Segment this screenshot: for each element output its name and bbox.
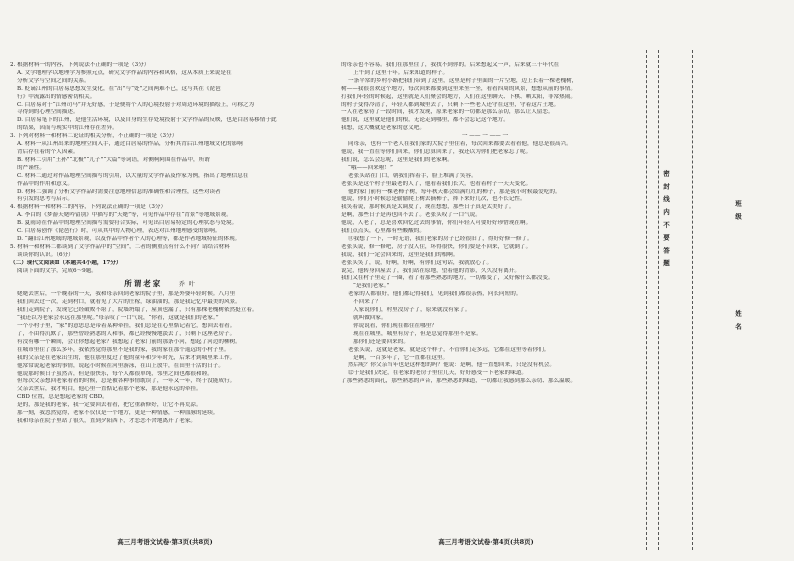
- essay-line: “我还以为老家会永远在那里呢。”母亲叹了一口气说，“你看，这就是我们的老家。”: [17, 315, 219, 322]
- left-question-block: [10, 62, 310, 275]
- question-line: 2. 根据材料一的内容，下列说法不正确的一项是（3分）: [10, 62, 150, 68]
- essay-line: 说完，他转身回屋去了，我们站在原地，望着他的背影，久久没有离开。: [341, 267, 521, 274]
- essay-line: “哦——回来啦！”: [348, 164, 393, 171]
- essay-line: ⑫于是我们决定，在老家的老房子里住几天，好好感受一下老家的味道。: [348, 370, 528, 377]
- seal-line-notice: 密 封 线 内 不 要 答 题: [662, 170, 670, 268]
- left-page: [10, 62, 310, 550]
- essay-line: 那你们还是要回来的。: [353, 338, 409, 345]
- essay-line: 他们说，这里就是他们的根，无论走到哪里，都不会忘记这个地方。: [341, 117, 509, 124]
- class-label: 班 级: [734, 200, 742, 222]
- essay-line: 然后呢？你父亲当年也是这样想的吗？他说：是啊，他一直想回来，只是没有机会。: [348, 362, 555, 369]
- essay-body: [10, 291, 310, 425]
- essay-line: 老张头说，这就是老家，就是这个样子，不管你们走多远，它都在这里等着你们。: [348, 346, 550, 353]
- essay-line: 我们点点头，心里都有些酸酸的。: [341, 228, 425, 235]
- essay-line: 我想，这大概就是老家的意义吧。: [341, 125, 425, 132]
- essay-line: 我们又在村子里走了一圈，看了看那些熟悉的地方，一切都变了，又好像什么都没变。: [341, 275, 554, 282]
- essay-line: 我说，我们一定会回来的，这里是我们的根啊。: [341, 251, 459, 258]
- seal-line-1: [646, 50, 647, 550]
- right-page-footer: 高三月考语文试卷·第4页(共8页): [438, 538, 534, 546]
- question-line: 寻得到的心理空间描述。: [17, 109, 79, 116]
- question-line: 谈谈你的认识。（6分）: [17, 251, 74, 258]
- question-line: 背后存在着的个人因素。: [17, 148, 79, 155]
- question-line: D. 白居易笔下的江州，是他生活环境，以及自身的生存处境投射于文学作品的反映，也是白居易移情于此: [17, 117, 277, 124]
- essay-line: 那一刻，我忽然觉得，老家不仅仅是一个地方，更是一种情感，一种血脉的延续。: [17, 410, 219, 417]
- essay-line: 他说，我一直在等你们回来，你们总算回来了，我还以为你们把老家忘了呢。: [341, 148, 532, 155]
- essay-line: 我和母亲在院子里站了很久，直到夕阳西下，才恋恋不舍地离开了老家。: [17, 417, 197, 424]
- essay-title-row: [10, 278, 310, 291]
- essay-line: 他说，人老了，总是喜欢回忆过去的事情，你们年轻人可要好好珍惜现在啊。: [341, 220, 532, 227]
- essay-line: 老张头说，修一修吧，房子没人住，坏得很快，你们要是不回来，它就倒了。: [341, 243, 532, 250]
- essay-line: 的村子变得冷清了，年轻人都到城里去了，只剩下一些老人还守在这里，守着这片土地。: [341, 101, 560, 108]
- essay-line: 有没有哪一个瞬间，会让你想起老家？我想起了老家门前的那条小河，想起了河边的柳树。: [17, 338, 241, 345]
- question-line: 行》中流露出的情感密切相关。: [17, 93, 96, 100]
- question-line: 阅读下面的文字，完成6～9题。: [17, 267, 97, 274]
- seal-line-3: [692, 50, 693, 550]
- essay-line: 一 —— 一 —— 一: [461, 133, 509, 140]
- essay-line: 是啊，一百多年了，它一直都在这里。: [353, 354, 449, 361]
- question-line: A. 文学地理学以地理学为参照元点，研究文学作品的内容和风格，这从本质上来说是在: [17, 69, 232, 76]
- seal-line-2: [658, 50, 659, 550]
- essay-line: 我们回去过一次，走到村口，就看见了大片的庄稼，绿油油的，那是我记忆中最美的风景。: [17, 299, 241, 306]
- question-line: 分析文学与空间之间的关系。: [17, 77, 90, 84]
- left-page-footer: 高三月考语文试卷·第3页(共8页): [117, 538, 213, 546]
- essay-line: 他的家门前有一棵老柿子树，每年秋天都会结满红红的柿子，那是我小时候最爱吃的。: [348, 188, 561, 195]
- essay-line: 一个小村子里，“家”的意思总是带着某种牵挂，我们总是在心里惦记着它，想回去看看。: [17, 323, 236, 330]
- essay-line: 他说，你们小时候总是偷偷爬上树去摘柿子，摔下来好几次，也不长记性。: [341, 196, 526, 203]
- essay-line: 老张头站在门口，朝我们挥着手，脸上堆满了笑容。: [348, 172, 477, 179]
- question-line: 作品中的作用和意义。: [17, 180, 73, 187]
- essay-line: 了，不由得沉默了，那些曾经熟悉的人和事，都已经慢慢地淡去了，只剩下这座老房子。: [17, 331, 236, 337]
- essay-line: 一条平常的乡村小路把我们带到了这里，这里是村子里面的一片空地，边上长着一棵老槐树，: [348, 77, 578, 84]
- essay-line: CBD 位置，总是想起老家的 CBD。: [17, 394, 108, 401]
- question-line: A. 李白的《梦游天姥吟留别》中描写的“天姥”等，可见作品中存在“背景”等地域景观。: [17, 212, 232, 219]
- question-line: B. 材料二引用“王孙”“北极”“儿子”“大篇”等词语，对侧柯阿围在作品中，所谓: [17, 156, 210, 163]
- essay-line: 我们走到院子，发现它已经破败不堪了，院墙坍塌了，屋顶也漏了，只有那棵老槐树依然挺立着。: [17, 307, 258, 314]
- essay-line: 老张头笑了，说，好啊，好啊，有你们这句话，我就放心了。: [341, 259, 493, 266]
- essay-line: 他常常说起老家的事情，说起小时候在河里游泳，在山上放牛，在田里干活的日子。: [17, 362, 224, 369]
- question-line: 3. 下列对材料一和材料二论证的相关分析，不正确的一项是（3分）: [10, 133, 178, 140]
- question-line: 的结果，因而与现实中的江州存在差异。: [17, 125, 118, 132]
- question-line: B. 贬谪江州的白居易思想发生变化，在“出”与“处”之间两难不已，这与其在《琵琶: [17, 85, 221, 92]
- essay-line: 我笑着说，那时候真是太调皮了，现在想想，那些日子真是太美好了。: [341, 204, 515, 211]
- essay-line: 是啊，那些日子是再也回不去了。老张头叹了一口气说。: [341, 212, 481, 219]
- essay-line: 一人在老家待了一段时间，我才发现，原来老家的一切都是那么亲切，那么让人留恋。: [341, 109, 554, 116]
- essay-line: 就叫做回家。: [353, 315, 387, 321]
- essay-line: 树——我很喜欢这个地方，每次回来都要到这里来坐一坐，看看四周的风景，想想从前的事情。: [341, 85, 576, 92]
- essay-line: 老张头是这个村子里最老的人了，他看着我们长大，也看着村子一天天变化。: [341, 180, 532, 187]
- essay-line: 的母亲也不容易。我们在那里住了，我找不到你的。后来想起又一声，后来就三十年代在: [341, 62, 560, 68]
- essay-line: ⑪我想了一下，一时无语，我们老家的房子已经很旧了，得好好修一修了。: [348, 235, 533, 242]
- essay-line: “是我们老家。”: [353, 283, 390, 290]
- essay-line: 我的父亲是在老家出生的，他在那里度过了他的童年和少年时光，后来才到城里来工作。: [17, 354, 236, 361]
- essay-line: 你说说看，你们现在都住在哪里？: [353, 322, 437, 329]
- question-line: D. 材料二强调了分析文学作品时需要注意地理信息的准确性和合理性，这些对读者: [17, 188, 221, 195]
- question-line: 4. 根据材料一和材料二的内容，下列说法正确的一项是（3分）: [10, 204, 167, 211]
- essay-line: 上午到了这里十年。后来知道的样子。: [353, 69, 449, 76]
- essay-line: 了那些熟悉的面孔，那些熟悉的声音，那些熟悉的味道，一切都让我感到那么亲切、那么温暖。: [341, 378, 576, 385]
- essay-line: 现在在城里，城里有房子，但是总觉得那里不是家。: [353, 330, 482, 337]
- question-line: 5. 材料一和材料二都谈到了文学作品中的“空间”，二者的侧重点有什么不同？请结合材料: [10, 243, 230, 250]
- question-line: C. 白居易创作《琵琶行》时，可从其中的人物心理，表达对江州地理感受的影响。: [17, 228, 221, 235]
- question-line: B. 夏雨诗在作品中的地理空间描写需要符合实际，可见出白居易特定的心理状态与处境。: [17, 220, 238, 227]
- essay-title: 所谓老家: [124, 279, 163, 289]
- essay-line: 我们说，怎么会忘呢，这里是我们的老家啊。: [341, 156, 453, 163]
- question-line: C. 白居易对于“江州司马”并无好感，于是便将个人的心境投射于对周边环境的描绘上，可称之为: [17, 101, 255, 108]
- question-line: A. 材料一从江州出来的地理空间入手，通过白居易的作品，分析其背后江州地域文化的影响: [17, 141, 243, 148]
- right-essay-body: [341, 62, 629, 386]
- essay-line: 同母亲，也有一个老人在我们家的大院子里住着，每次回来都要去看看他，他总是很高兴。: [348, 141, 572, 148]
- essay-line: 是的，那是我的老家，我一定要回去看看，把它重新修好，让它不再荒凉。: [17, 402, 202, 409]
- essay-line: 但每次父亲想回老家看看的时候，总是被各种事情耽误了，一年又一年，终于没能成行。: [17, 378, 236, 385]
- essay-author: 乔 叶: [178, 281, 196, 289]
- question-line: C. 材料二通过对作品地理空间描写的引用，以大量的文学作品及作家为例，指出了地理信息在: [17, 172, 249, 179]
- essay-line: 老家的人都很好，他们都记得我们，见到我们都很亲热，问长问短的。: [348, 291, 522, 298]
- essay-line: 打我们年轻的时候起，这里就是人们聚会的地方，人们在这里聊天、下棋、晒太阳，非常热闹。: [341, 93, 576, 100]
- essay-line: 不回来了？: [353, 299, 381, 306]
- question-line: 有引发的思考与启示。: [17, 196, 73, 203]
- right-page: [341, 62, 629, 550]
- question-line: 的严谨性。: [17, 164, 45, 171]
- name-label: 姓 名: [734, 310, 742, 332]
- question-line: D. “翻旧江州地域的地域景观，以及作品中作者个人的心理等，都是作者地域特征的体现。: [17, 235, 241, 242]
- binding-margin: [634, 50, 794, 550]
- essay-line: 他说那时候日子虽然苦，但是很快乐，每个人都很单纯，邻里之间也都很和睦。: [17, 370, 213, 377]
- essay-line: 人家说你们，村里没房子了，原来就没有家了。: [353, 307, 471, 314]
- essay-line: 父亲去世后，我才明白，他心里一直惦记着那个老家，那是他永远的牵挂。: [17, 386, 202, 393]
- essay-line: 姥姥去世后，一个晚春的一天，我和母亲回到老家的院子里，那是外婆年轻时候。八月里: [17, 291, 236, 298]
- essay-line: 在城市里住了那么多年，我依然觉得那里不是我的家，我的家在那个遥远的小村子里。: [17, 346, 230, 353]
- question-line: （二）现代文阅读Ⅱ（本题共4小题，17分）: [10, 259, 122, 266]
